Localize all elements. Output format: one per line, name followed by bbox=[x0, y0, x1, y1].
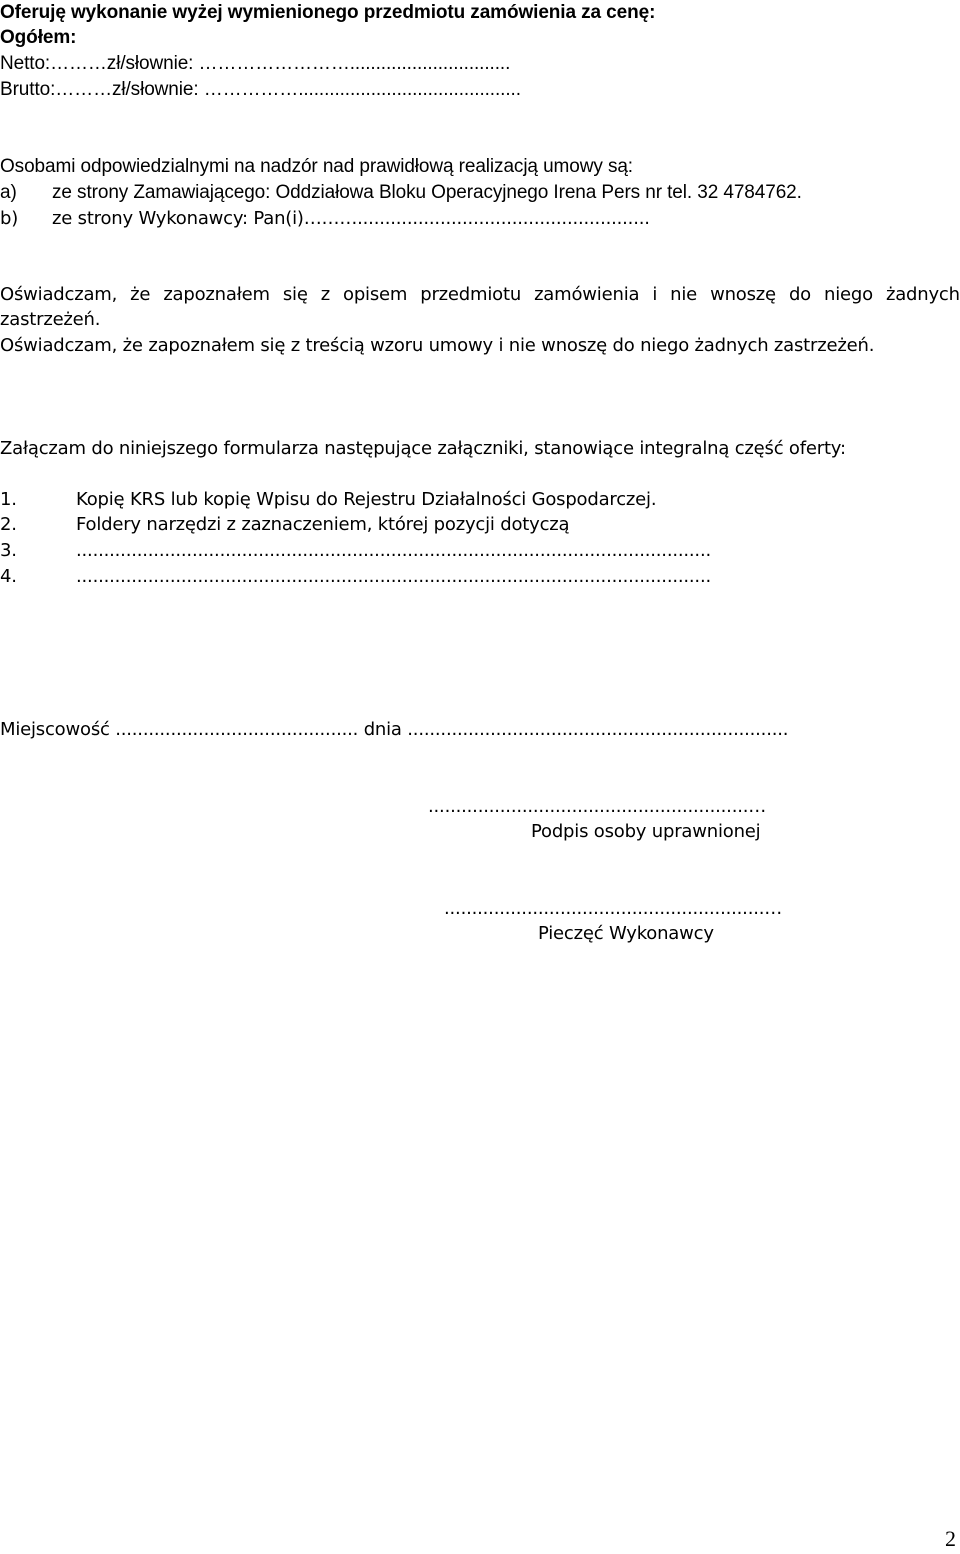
stamp-label: Pieczęć Wykonawcy bbox=[538, 923, 714, 944]
offer-brutto-line: Brutto:………zł/słownie: ……………........................................... bbox=[0, 79, 521, 100]
word: że bbox=[130, 284, 151, 305]
word: niego bbox=[824, 284, 873, 305]
item-text: ze strony Zamawiającego: Oddziałowa Bloku Operacyjnego Irena Pers nr tel. 32 4784762. bbox=[52, 182, 802, 203]
word: opisem bbox=[343, 284, 408, 305]
item-label: 4. bbox=[0, 566, 17, 587]
item-text: ze strony Wykonawcy: Pan(i)………..................................................... bbox=[52, 208, 650, 229]
offer-total-label: Ogółem: bbox=[0, 27, 77, 48]
word: się bbox=[282, 284, 308, 305]
attachments-intro: Załączam do niniejszego formularza następujące załączniki, stanowiące integralną część oferty: bbox=[0, 438, 846, 459]
declaration-first-line-end: zastrzeżeń. bbox=[0, 309, 101, 330]
responsible-intro: Osobami odpowiedzialnymi na nadzór nad prawidłową realizacją umowy są: bbox=[0, 156, 633, 177]
word: wnoszę bbox=[710, 284, 776, 305]
word: zapoznałem bbox=[163, 284, 270, 305]
item-text: ................................................................................................................... bbox=[76, 566, 711, 587]
item-text: ................................................................................................................... bbox=[76, 540, 711, 561]
item-text: Foldery narzędzi z zaznaczeniem, której pozycji dotyczą bbox=[76, 514, 570, 535]
item-text: Kopię KRS lub kopię Wpisu do Rejestru Działalności Gospodarczej. bbox=[76, 489, 657, 510]
item-label: 1. bbox=[0, 489, 17, 510]
item-label: 2. bbox=[0, 514, 17, 535]
place-date-line: Miejscowość ............................................ dnia ..................................................................... bbox=[0, 719, 789, 740]
stamp-dots: ..........................................................… bbox=[444, 898, 783, 919]
offer-netto-line: Netto:………zł/słownie: ……………………............................... bbox=[0, 53, 511, 74]
item-label: b) bbox=[0, 208, 19, 229]
word: do bbox=[788, 284, 811, 305]
word: żadnych bbox=[885, 284, 960, 305]
declaration-first-line bbox=[0, 284, 960, 305]
word: z bbox=[320, 284, 330, 305]
signature-label: Podpis osoby uprawnionej bbox=[531, 821, 761, 842]
item-label: 3. bbox=[0, 540, 17, 561]
word: i bbox=[652, 284, 658, 305]
signature-dots: ..........................................................… bbox=[428, 796, 767, 817]
word: przedmiotu bbox=[420, 284, 522, 305]
item-label: a) bbox=[0, 182, 17, 203]
declaration-second: Oświadczam, że zapoznałem się z treścią wzoru umowy i nie wnoszę do niego żadnych zastrzeżeń. bbox=[0, 335, 875, 356]
word: zamówienia bbox=[534, 284, 640, 305]
word: Oświadczam, bbox=[0, 284, 118, 305]
offer-heading: Oferuję wykonanie wyżej wymienionego przedmiotu zamówienia za cenę: bbox=[0, 2, 656, 23]
word: nie bbox=[670, 284, 698, 305]
page-number: 2 bbox=[945, 1526, 956, 1551]
